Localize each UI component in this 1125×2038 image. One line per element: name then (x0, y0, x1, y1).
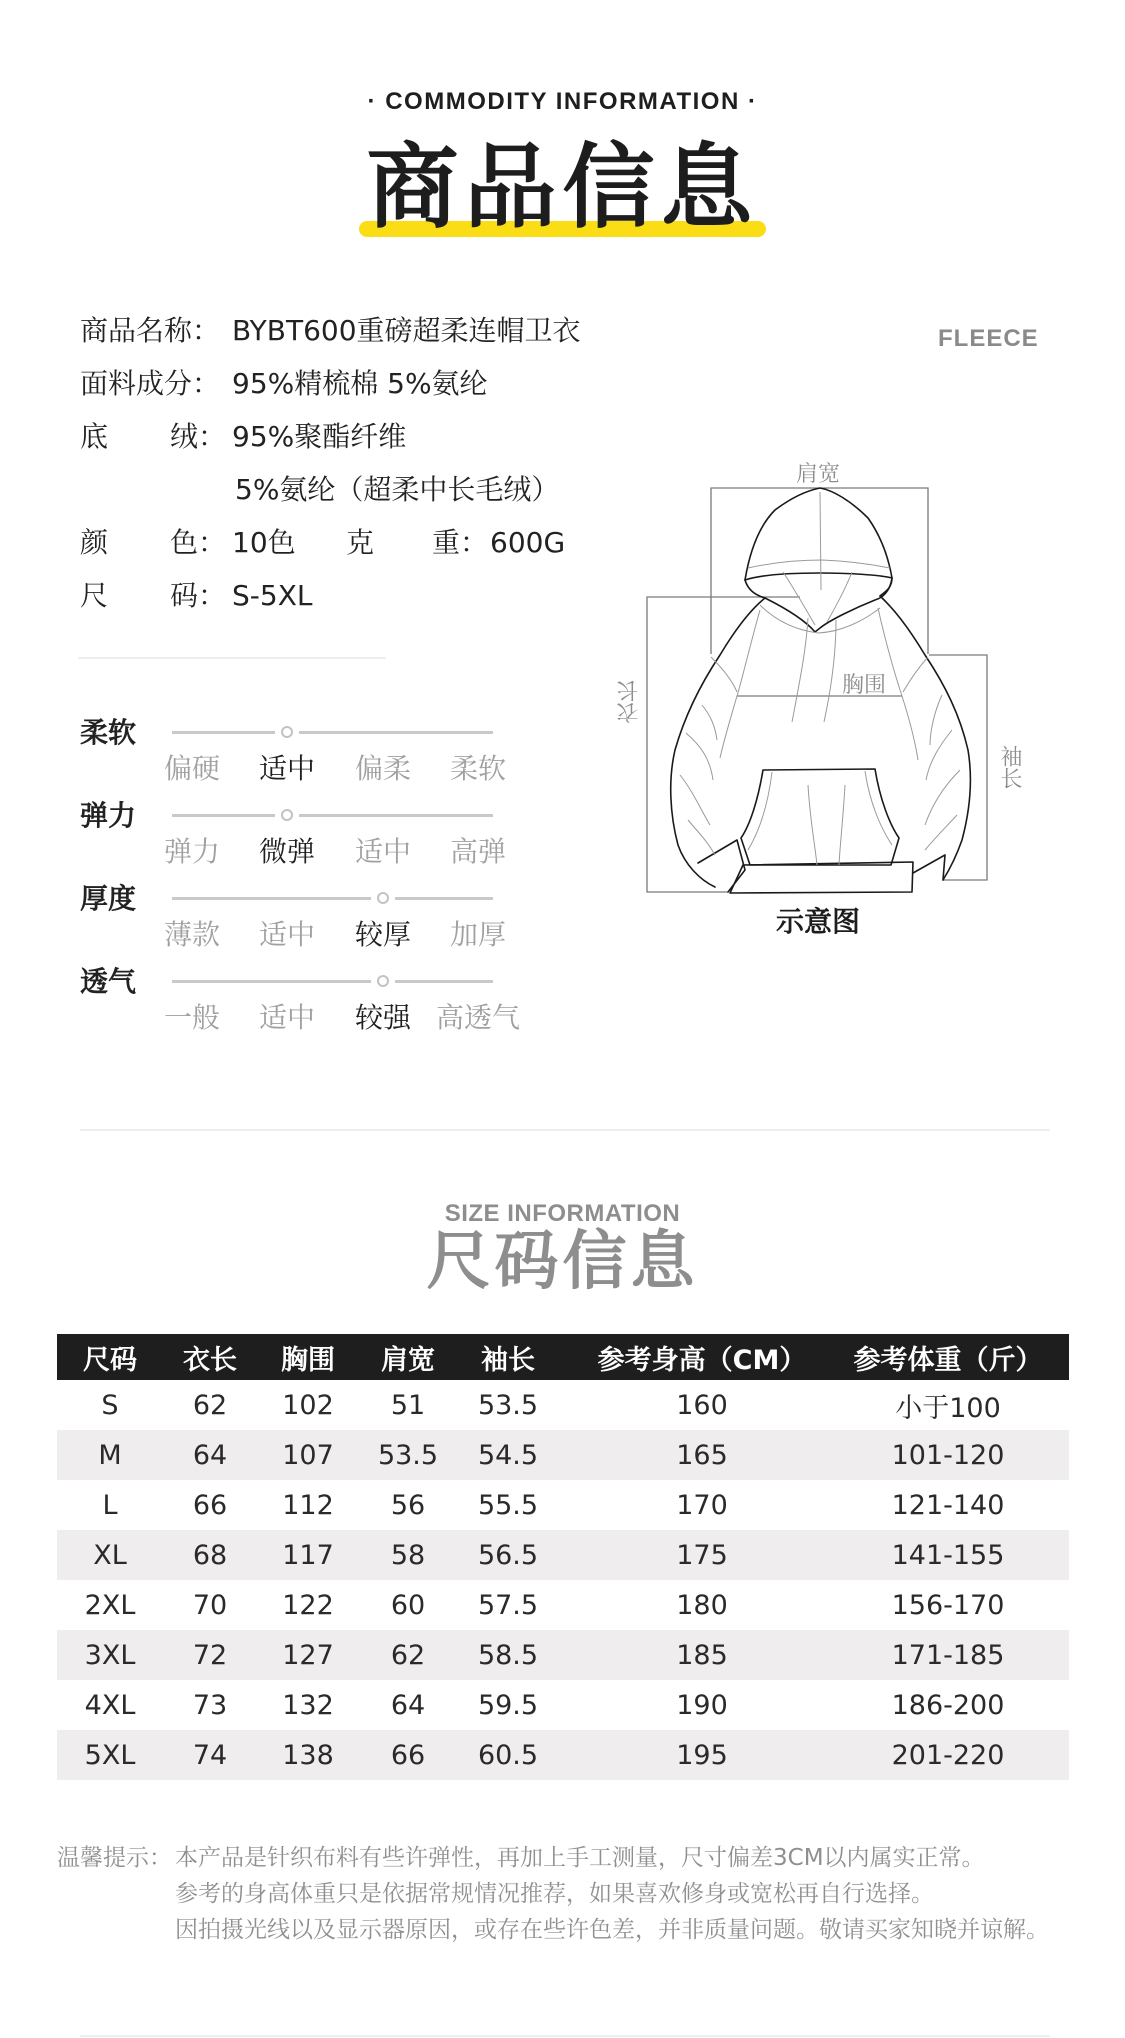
attribute-option: 适中 (258, 752, 315, 785)
table-cell: 70 (192, 1589, 228, 1621)
divider (78, 657, 386, 659)
attribute-option: 适中 (354, 835, 411, 868)
chest-label: 胸围 (842, 673, 887, 698)
size-information-eyebrow: SIZE INFORMATION (444, 1200, 681, 1227)
table-cell: 73 (192, 1689, 228, 1721)
table-cell: 138 (282, 1739, 334, 1771)
slider-track (299, 731, 493, 734)
table-cell: 60.5 (477, 1739, 539, 1771)
divider (80, 1129, 1050, 1131)
slider-track (395, 980, 493, 983)
info-label: 码： (170, 579, 227, 612)
attribute-option: 偏硬 (163, 752, 220, 785)
table-cell: 2XL (84, 1589, 136, 1621)
size-diagram (600, 440, 1080, 960)
table-row (57, 1380, 1069, 1430)
table-row (57, 1680, 1069, 1730)
info-value: 95%精梳棉 5%氨纶 (232, 367, 488, 400)
info-label: 面料成分： (80, 367, 221, 400)
attribute-option: 高透气 (435, 1001, 520, 1034)
table-cell: 107 (282, 1439, 334, 1471)
size-notes (57, 1840, 1067, 1960)
info-label: 绒： (170, 420, 227, 453)
size-section-title: 尺码信息 (426, 1225, 699, 1299)
shoulder-width-label: 肩宽 (796, 462, 841, 487)
table-cell: 4XL (84, 1689, 136, 1721)
attribute-option: 薄款 (163, 918, 220, 951)
attribute-option: 一般 (163, 1001, 220, 1034)
table-cell: 66 (390, 1739, 426, 1771)
notes-label: 温馨提示： (57, 1845, 172, 1871)
attribute-option: 较强 (354, 1001, 411, 1034)
attribute-label: 柔软 (80, 716, 137, 749)
attribute-option: 较厚 (354, 918, 411, 951)
info-label: 底 (80, 420, 109, 453)
table-cell: 56.5 (477, 1539, 539, 1571)
page-title: 商品信息 (366, 134, 759, 241)
slider-indicator-icon (281, 809, 293, 821)
attribute-label: 弹力 (80, 799, 137, 832)
fleece-label: FLEECE (938, 325, 1039, 352)
table-cell: 185 (676, 1639, 728, 1671)
table-cell: 62 (192, 1389, 228, 1421)
slider-track (299, 814, 493, 817)
table-cell: 101-120 (891, 1439, 1005, 1471)
table-cell: 51 (390, 1389, 426, 1421)
table-cell: 68 (192, 1539, 228, 1571)
table-cell: 62 (390, 1639, 426, 1671)
diagram-caption: 示意图 (776, 905, 861, 938)
table-cell: 5XL (84, 1739, 136, 1771)
attribute-option: 柔软 (449, 752, 506, 785)
table-cell: M (98, 1439, 122, 1471)
table-cell: 3XL (84, 1639, 136, 1671)
table-cell: 66 (192, 1489, 228, 1521)
column-header: 尺码 (83, 1344, 137, 1376)
table-cell: L (102, 1489, 118, 1521)
table-row (57, 1480, 1069, 1530)
column-header: 参考身高（CM） (597, 1344, 807, 1376)
table-cell: 58.5 (477, 1639, 539, 1671)
slider-track (172, 731, 275, 734)
table-cell: 54.5 (477, 1439, 539, 1471)
column-header: 胸围 (281, 1344, 335, 1376)
table-cell: 190 (676, 1689, 728, 1721)
slider-track (172, 980, 371, 983)
hoodie-diagram-icon (600, 440, 1080, 960)
slider-indicator-icon (281, 726, 293, 738)
attribute-option: 高弹 (449, 835, 506, 868)
slider-indicator-icon (377, 975, 389, 987)
attribute-option: 微弹 (258, 835, 315, 868)
attribute-option: 弹力 (163, 835, 220, 868)
body-length-label: 衣长 (617, 680, 642, 724)
attribute-option: 加厚 (449, 918, 506, 951)
attribute-label: 透气 (80, 965, 137, 998)
slider-indicator-icon (377, 892, 389, 904)
table-cell: S (101, 1389, 119, 1421)
table-row (57, 1430, 1069, 1480)
table-cell: 122 (282, 1589, 334, 1621)
info-label: 克 (346, 526, 375, 559)
note-line: 因拍摄光线以及显示器原因，或存在些许色差，并非质量问题。敬请买家知晓并谅解。 (175, 1917, 1049, 1943)
table-cell: 141-155 (891, 1539, 1005, 1571)
table-cell: 121-140 (891, 1489, 1005, 1521)
info-label: 颜 (80, 526, 109, 559)
table-cell: 160 (676, 1389, 728, 1421)
slider-track (172, 897, 371, 900)
attribute-option: 适中 (258, 1001, 315, 1034)
info-value: 5%氨纶（超柔中长毛绒） (235, 473, 560, 506)
table-cell: 165 (676, 1439, 728, 1471)
info-row-name (80, 311, 581, 351)
table-cell: 53.5 (477, 1389, 539, 1421)
table-cell: 195 (676, 1739, 728, 1771)
table-cell: 175 (676, 1539, 728, 1571)
table-cell: 64 (390, 1689, 426, 1721)
table-cell: 64 (192, 1439, 228, 1471)
table-cell: 171-185 (891, 1639, 1005, 1671)
divider (80, 2035, 1050, 2037)
table-cell: 127 (282, 1639, 334, 1671)
table-row (57, 1630, 1069, 1680)
commodity-information-eyebrow: · COMMODITY INFORMATION · (367, 88, 758, 115)
info-label: 尺 (80, 579, 109, 612)
table-cell: XL (93, 1539, 127, 1571)
info-label: 色： (170, 526, 227, 559)
table-row (57, 1730, 1069, 1780)
info-value: BYBT600重磅超柔连帽卫衣 (232, 314, 581, 347)
table-cell: 72 (192, 1639, 228, 1671)
column-header: 参考体重（斤） (853, 1344, 1043, 1376)
column-header: 衣长 (183, 1344, 237, 1376)
table-cell: 74 (192, 1739, 228, 1771)
slider-track (395, 897, 493, 900)
table-body (57, 1380, 1069, 1780)
info-value: 95%聚酯纤维 (232, 420, 407, 453)
table-cell: 57.5 (477, 1589, 539, 1621)
table-cell: 58 (390, 1539, 426, 1571)
table-cell: 55.5 (477, 1489, 539, 1521)
table-row (57, 1580, 1069, 1630)
size-table (57, 1334, 1069, 1780)
info-label: 重： (432, 526, 489, 559)
table-cell: 102 (282, 1389, 334, 1421)
table-cell: 117 (282, 1539, 334, 1571)
info-label: 商品名称： (80, 314, 221, 347)
info-row-color-weight (80, 523, 640, 563)
table-cell: 186-200 (891, 1689, 1005, 1721)
table-cell: 56 (390, 1489, 426, 1521)
note-line: 本产品是针织布料有些许弹性，再加上手工测量，尺寸偏差3CM以内属实正常。 (175, 1845, 985, 1871)
info-row-fabric (80, 364, 488, 404)
attribute-option: 适中 (258, 918, 315, 951)
table-cell: 112 (282, 1489, 334, 1521)
table-cell: 170 (676, 1489, 728, 1521)
info-value: 600G (490, 526, 566, 559)
table-header (57, 1334, 1069, 1380)
table-cell: 156-170 (891, 1589, 1005, 1621)
table-cell: 59.5 (477, 1689, 539, 1721)
attribute-option: 偏柔 (354, 752, 411, 785)
table-cell: 60 (390, 1589, 426, 1621)
info-value: 10色 (232, 526, 296, 559)
table-cell: 53.5 (377, 1439, 439, 1471)
table-row (57, 1530, 1069, 1580)
table-cell: 180 (676, 1589, 728, 1621)
slider-track (172, 814, 275, 817)
info-value: S-5XL (232, 579, 313, 612)
table-cell: 132 (282, 1689, 334, 1721)
note-line: 参考的身高体重只是依据常规情况推荐，如果喜欢修身或宽松再自行选择。 (175, 1881, 934, 1907)
column-header: 袖长 (481, 1344, 535, 1376)
attribute-label: 厚度 (80, 882, 137, 915)
table-cell: 201-220 (891, 1739, 1005, 1771)
table-cell: 小于100 (895, 1392, 1001, 1424)
column-header: 肩宽 (381, 1344, 435, 1376)
sleeve-length-label: 袖长 (997, 745, 1022, 789)
